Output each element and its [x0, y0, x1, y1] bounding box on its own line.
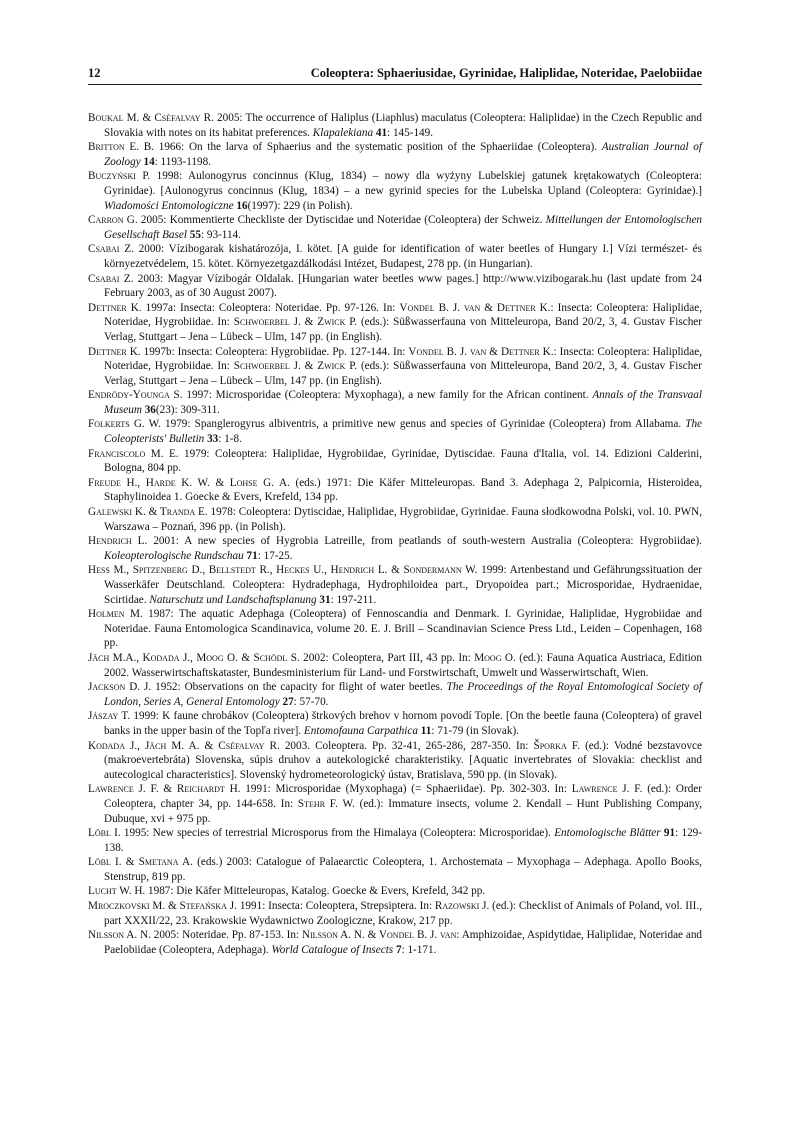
author-names: Jäch M.A., Kodada J., Moog O. & Schödl S.	[88, 651, 300, 664]
reference-entry	[88, 855, 702, 884]
reference-entry	[88, 111, 702, 140]
journal-title: Mitteilungen der Entomologischen Gesellschaft Basel	[104, 214, 703, 241]
author-names: Galewski K. & Tranda E.	[88, 506, 208, 519]
journal-title: Naturschutz und Landschaftsplanung	[149, 593, 317, 606]
author-names: Schwoerbel J. & Zwick P.	[233, 316, 358, 329]
author-names: Schwoerbel J. & Zwick P.	[233, 360, 358, 373]
reference-text: 1995: New species of terrestrial Microsporus from the Himalaya (Coleoptera: Microsporidae).	[120, 827, 555, 840]
reference-text: (23): 309-311.	[155, 403, 221, 416]
running-title: Coleoptera: Sphaeriusidae, Gyrinidae, Haliplidae, Noteridae, Paelobiidae	[310, 66, 702, 80]
volume-number: 91	[663, 827, 676, 840]
author-names: Endrödy-Younga S.	[88, 389, 183, 402]
reference-text: 1999: Artenbestand und Gefährungssituation der Wasserkäfer Deutschland. Coleoptera: Hydradephaga, Hydrophiloidea part., Dryopoidea part.; Microsporidae, Hydraenidae, Scirtidae.	[104, 564, 702, 606]
reference-entry	[88, 242, 702, 271]
reference-text: 2003: Magyar Vízibogár Oldalak. [Hungarian water beetles www pages.] http://www.vizibogarak.hu (last update from 24 February 2003, as of 30 August 2007).	[104, 272, 702, 300]
reference-text: (eds.) 1971: Die Käfer Mitteleuropas. Band 3. Adephaga 2, Palpicornia, Histeroidea, Staphylinoidea 1. Goecke & Evers, Krefeld, 134 pp.	[104, 476, 702, 504]
reference-entry	[88, 505, 702, 534]
reference-entry	[88, 782, 702, 826]
journal-title: Australian Journal of Zoology	[104, 141, 702, 168]
reference-entry	[88, 884, 702, 899]
reference-text: (ed.): Checklist of Animals of Poland, vol. III., part XXXII/22, 23. Krakowskie Wydawnictwo Zoologiczne, Krakow, 217 pp.	[104, 900, 702, 927]
reference-text: 2002: Coleoptera, Part III, 43 pp. In:	[299, 651, 475, 664]
reference-text: 1979: Spanglerogyrus albiventris, a primitive new genus and species of Gyrinidae (Coleoptera) from Allabama.	[160, 418, 686, 431]
reference-text: (1997): 229 (in Polish).	[247, 199, 353, 212]
reference-text: 1991: Insecta: Coleoptera, Strepsiptera. In:	[236, 900, 435, 913]
reference-text: : 197-211.	[330, 593, 377, 606]
volume-number: 71	[246, 549, 258, 562]
reference-text: 1999: K faune chrobákov (Coleoptera) štrkových brehov v hornom povodí Tople. [On the beetle fauna (Coleoptera) of gravel banks in the upper basin of the Topľa river].	[104, 710, 702, 737]
author-names: Nilsson A. N. & Vondel B. J. van	[301, 929, 457, 942]
journal-title: Annals of the Transvaal Museum	[104, 389, 702, 416]
author-names: Csabai Z.	[88, 243, 134, 256]
journal-title: The Coleopterists' Bulletin	[104, 418, 703, 446]
reference-entry	[88, 899, 702, 928]
author-names: Vondel B. J. van & Dettner K.	[408, 345, 554, 358]
reference-text: : 1-8.	[218, 433, 242, 446]
reference-entry	[88, 169, 702, 213]
author-names: Mroczkovski M. & Stefańska J.	[88, 900, 237, 913]
volume-number: 16	[236, 199, 248, 212]
author-names: Holmen M.	[88, 608, 143, 621]
reference-text: 2005: Noteridae. Pp. 87-153. In:	[150, 929, 302, 942]
author-names: Löbl I.	[88, 827, 121, 840]
reference-text: 1987: Die Käfer Mitteleuropas, Katalog. Goecke & Evers, Krefeld, 342 pp.	[145, 885, 486, 898]
author-names: Jászay T.	[88, 710, 131, 723]
reference-entry	[88, 213, 702, 242]
author-names: Csabai Z.	[88, 272, 134, 285]
reference-text: : 57-70.	[293, 695, 329, 708]
reference-text: : 17-25.	[257, 549, 293, 562]
author-names: Hess M., Spitzenberg D., Bellstedt R., Heckes U., Hendrich L. & Sondermann W.	[88, 564, 478, 577]
reference-entry	[88, 417, 702, 446]
volume-number: 27	[282, 695, 294, 708]
journal-title: Wiadomości Entomologiczne	[104, 199, 234, 212]
author-names: Razowski J.	[434, 900, 490, 913]
author-names: Lawrence J. F. & Reichardt H.	[88, 783, 241, 796]
author-names: Moog O.	[474, 651, 516, 664]
reference-text: 1998: Aulonogyrus concinnus (Klug, 1834) – nowy dla wyżyny Lubelskiej gatunek krętakowatych (Coleoptera: Gyrinidae). [Aulonogyrus concinnus (Klug, 1834) – a new gyrinid species for the Lubelska Upland (Coleoptera: Gyrinidae).]	[104, 170, 702, 197]
reference-text: 1997b: Insecta: Coleoptera: Hygrobiidae. Pp. 127-144. In:	[140, 345, 409, 358]
reference-text: 2003. Coleoptera. Pp. 32-41, 265-286, 287-350. In:	[279, 739, 534, 752]
author-names: Folkerts G. W.	[88, 418, 161, 431]
reference-text: : 1-171.	[401, 943, 437, 956]
reference-entry	[88, 140, 702, 169]
author-names: Hendrich L.	[88, 535, 148, 548]
author-names: Stehr F. W.	[297, 797, 355, 810]
reference-entry	[88, 928, 702, 957]
author-names: Kodada J., Jäch M. A. & Cséfalvay R.	[88, 739, 280, 752]
reference-list	[88, 111, 702, 957]
author-names: Dettner K.	[88, 301, 142, 314]
reference-text: 2000: Vízibogarak kishatározója, I. kötet. [A guide for identification of water beetles of Hungary I.] Vízi természet- és környezetvédelem, 15. kötet. Környezetgazdálkodási Intézet, Budapest, 278 pp. (in Hungarian).	[104, 243, 702, 270]
reference-text: : 93-114.	[200, 228, 241, 241]
reference-text: 1997: Microsporidae (Coleoptera: Myxophaga), a new family for the African continent.	[182, 389, 593, 402]
reference-text: 2001: A new species of Hygrobia Latreille, from peatlands of south-western Australia (Coleoptera: Hygrobiidae).	[147, 535, 703, 548]
author-names: Carron G.	[88, 214, 138, 227]
reference-text: : 1193-1198.	[154, 155, 212, 168]
volume-number: 31	[319, 593, 331, 606]
reference-entry	[88, 534, 702, 563]
reference-entry	[88, 709, 702, 738]
reference-text: (ed.): Order Coleoptera, chapter 34, pp. 144-658. In:	[104, 783, 702, 810]
reference-text: 1966: On the larva of Sphaerius and the systematic position of the Sphaeriidae (Coleoptera).	[154, 141, 602, 154]
author-names: Buczyński P.	[88, 170, 151, 183]
reference-entry	[88, 826, 702, 855]
reference-entry	[88, 301, 702, 345]
author-names: Šporka F.	[533, 739, 581, 752]
reference-entry	[88, 272, 702, 301]
journal-title: Koleopterologische Rundschau	[104, 549, 244, 562]
reference-text: (ed.): Fauna Aquatica Austriaca, Edition 2002. Wasserwirtschaftskataster, Bundesministerium für Land- und Forstwirtschaft, Umwelt und Wasserwirtschaft, Wien.	[104, 651, 702, 679]
reference-text: 1978: Coleoptera: Dytiscidae, Haliplidae, Hygrobiidae, Gyrinidae. Fauna słodkowodna Polski, vol. 10. PWN, Warszawa – Poznań, 396 pp. (in Polish).	[104, 506, 703, 533]
reference-text: (ed.): Vodné bezstavovce (makroevertebráta) Slovenska, súpis druhov a autekologické charakteristiky. [Aquatic invertebrates of Slovakia: checklist and autecological characteristics]. Slovenský hydrometeorologický ústav, Bratislava, 590 pp. (in Slovak).	[104, 739, 702, 781]
journal-title: Klapalekiana	[312, 126, 374, 139]
reference-entry	[88, 607, 702, 651]
reference-entry	[88, 447, 702, 476]
reference-entry	[88, 345, 702, 389]
reference-text: : Insecta: Coleoptera: Haliplidae, Noteridae, Hygrobiidae. In:	[104, 345, 702, 373]
author-names: Nilsson A. N.	[88, 929, 151, 942]
volume-number: 55	[189, 228, 201, 241]
author-names: Freude H., Harde K. W. & Lohse G. A.	[88, 476, 290, 489]
page-header	[88, 66, 702, 85]
author-names: Löbl I. & Smetana A.	[88, 856, 193, 869]
reference-entry	[88, 476, 702, 505]
reference-entry	[88, 388, 702, 417]
reference-text: (eds.): Süßwasserfauna von Mitteleuropa, Band 20/2, 3, 4. Gustav Fischer Verlag, Stuttgart – Jena – Lübeck – Ulm, 147 pp. (in English).	[104, 360, 702, 387]
reference-entry	[88, 563, 702, 607]
volume-number: 14	[143, 155, 155, 168]
author-names: Britton E. B.	[88, 141, 154, 154]
reference-text: : 71-79 (in Slovak).	[431, 724, 519, 737]
reference-text: : Amphizoidae, Aspidytidae, Haliplidae, Noteridae and Paelobiidae (Coleoptera, Adephaga).	[104, 929, 703, 956]
reference-text: 2005: Kommentierte Checkliste der Dytiscidae und Noteridae (Coleoptera) der Schweiz.	[137, 214, 546, 227]
author-names: Dettner K.	[88, 345, 141, 358]
reference-entry	[88, 651, 702, 680]
reference-entry	[88, 680, 702, 709]
volume-number: 7	[395, 943, 402, 956]
journal-title: The Proceedings of the Royal Entomological Society of London, Series A, General Entomology	[104, 681, 702, 708]
reference-text: (eds.): Süßwasserfauna von Mitteleuropa, Band 20/2, 3, 4. Gustav Fischer Verlag, Stuttgart – Jena – Lübeck – Ulm, 147 pp. (in English).	[104, 316, 702, 343]
author-names: Jackson D. J.	[88, 681, 152, 694]
reference-text: 1991: Microsporidae (Myxophaga) (= Sphaeriidae). Pp. 302-303. In:	[240, 783, 572, 796]
volume-number: 33	[207, 433, 219, 446]
reference-text: 1987: The aquatic Adephaga (Coleoptera) of Fennoscandia and Denmark. I. Gyrinidae, Haliplidae, Hygrobiidae and Noteridae. Fauna Entomologica Scandinavica, volume 20. E. J. Brill – Scandinavian Science Press Ltd., Leiden – Copenhagen, 168 pp.	[104, 608, 702, 650]
reference-text: 1997a: Insecta: Coleoptera: Noteridae. Pp. 97-126. In:	[141, 301, 400, 314]
reference-text: (eds.) 2003: Catalogue of Palaearctic Coleoptera, 1. Archostemata – Myxophaga – Adephaga. Apollo Books, Stenstrup, 819 pp.	[104, 856, 702, 883]
journal-title: Entomofauna Carpathica	[303, 724, 418, 737]
reference-text: : 145-149.	[387, 126, 434, 139]
reference-text: 2005: The occurrence of Haliplus (Liaphlus) maculatus (Coleoptera: Haliplidae) in the Czech Republic and Slovakia with notes on its habitat preferences.	[104, 112, 702, 139]
author-names: Franciscolo M. E.	[88, 447, 179, 460]
journal-title: Entomologische Blätter	[554, 827, 661, 840]
reference-text: : Insecta: Coleoptera: Haliplidae, Noteridae, Hygrobiidae. In:	[104, 301, 702, 329]
author-names: Lawrence J. F.	[571, 783, 643, 796]
volume-number: 41	[375, 126, 388, 139]
volume-number: 11	[420, 724, 432, 737]
author-names: Lucht W. H.	[88, 885, 146, 898]
reference-text: 1952: Observations on the capacity for flight of water beetles.	[151, 681, 447, 694]
volume-number: 36	[144, 403, 156, 416]
reference-text: (ed.): Immature insects, volume 2. Kendall – Hunt Publishing Company, Dubuque, xvi + 975 pp.	[104, 797, 702, 825]
reference-text: : 129-138.	[104, 827, 702, 854]
reference-entry	[88, 739, 702, 783]
journal-title: World Catalogue of Insects	[271, 943, 394, 956]
page-number: 12	[88, 66, 101, 80]
author-names: Vondel B. J. van & Dettner K.	[399, 301, 551, 314]
author-names: Boukal M. & Cséfalvay R.	[88, 112, 214, 124]
reference-text: 1979: Coleoptera: Haliplidae, Hygrobiidae, Gyrinidae, Dytiscidae. Fauna d'Italia, vol. 14. Edizioni Calderini, Bologna, 804 pp.	[104, 447, 703, 475]
